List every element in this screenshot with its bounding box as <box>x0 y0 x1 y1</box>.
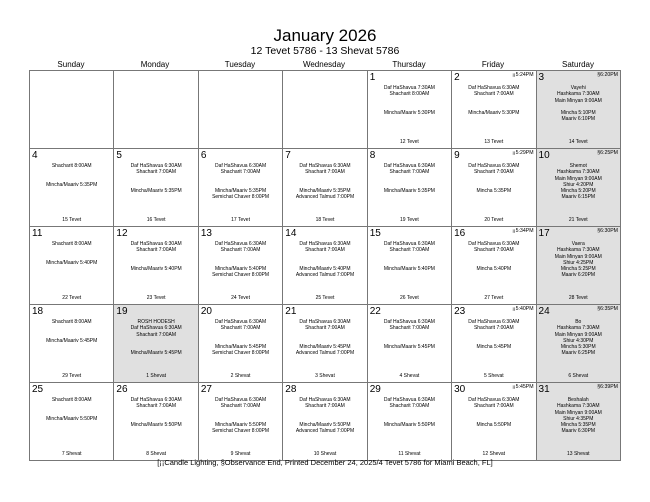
event-line: Shacharit 7:00AM <box>136 247 176 254</box>
candle-time-label: §6:39PM <box>597 384 618 390</box>
event-line: Mincha/Maariv 5:40PM <box>214 266 267 273</box>
weekday-header-thursday: Thursday <box>392 60 426 69</box>
day-cell[interactable] <box>536 305 620 383</box>
empty-day-cell <box>114 71 198 149</box>
event-line: Shacharit 7:00AM <box>389 247 430 254</box>
day-number: 15 <box>369 228 381 239</box>
candle-time-label: ¡¡5:45PM <box>512 384 534 390</box>
weekday-header-monday: Monday <box>140 60 170 69</box>
event-list <box>368 241 451 272</box>
event-line: Shemot <box>569 163 587 169</box>
event-list <box>114 163 197 194</box>
event-line: Mincha/Maariv 5:35PM <box>46 181 98 188</box>
calendar-title: January 2026 <box>273 26 377 45</box>
event-line: Mincha/Maariv 5:50PM <box>214 422 267 429</box>
event-line: Maariv 6:15PM <box>561 194 596 201</box>
candle-time-label: ¡¡5:40PM <box>512 306 534 312</box>
event-line: Bo <box>575 319 582 325</box>
event-list <box>114 319 197 357</box>
event-line: Shacharit 8:00AM <box>51 241 92 247</box>
event-line: Daf HaShavua 6:30AM <box>468 241 520 247</box>
event-line: Shiur 4:25PM <box>563 259 594 266</box>
hebrew-date: 17 Tevet <box>231 217 250 223</box>
hebrew-date: 27 Tevet <box>484 295 504 301</box>
event-line: Shacharit 7:00AM <box>305 169 345 176</box>
event-line: Mincha 5:50PM <box>476 422 512 429</box>
event-line: Mincha/Maariv 5:35PM <box>299 188 351 195</box>
event-line: Daf HaShavua 6:30AM <box>299 163 351 169</box>
event-line: Mincha/Maariv 5:45PM <box>130 350 182 357</box>
day-cell[interactable] <box>114 227 198 305</box>
day-cell[interactable] <box>198 383 282 461</box>
event-list <box>199 319 282 357</box>
hebrew-date: 13 Tevet <box>484 139 504 145</box>
hebrew-date: 8 Shevat <box>146 451 166 457</box>
event-line: Daf HaShavua 6:30AM <box>383 319 435 325</box>
event-line: Shacharit 7:00AM <box>473 169 514 176</box>
hebrew-date-range: 12 Tevet 5786 - 13 Shevat 5786 <box>250 45 400 57</box>
hebrew-date: 24 Tevet <box>231 295 250 301</box>
event-line: Vaera <box>571 241 585 247</box>
candle-time-label: ¡¡5:29PM <box>512 150 534 156</box>
event-list <box>452 319 535 350</box>
event-line: Daf HaShavua 6:30AM <box>383 241 435 247</box>
event-line: Shacharit 7:00AM <box>473 247 514 254</box>
hebrew-date: 21 Tevet <box>568 217 588 223</box>
event-list <box>368 397 451 428</box>
event-line: Maariv 6:10PM <box>561 116 596 123</box>
event-line: Shacharit 7:00AM <box>305 247 345 254</box>
event-line: Mincha 5:40PM <box>476 266 512 273</box>
hebrew-date: 10 Shevat <box>313 451 337 457</box>
event-line: Mincha/Maariv 5:30PM <box>383 110 435 117</box>
event-line: Mincha 5:45PM <box>476 344 512 351</box>
day-cell[interactable] <box>30 305 114 383</box>
day-number: 16 <box>454 228 466 239</box>
event-line: Main Minyan 9:00AM <box>554 409 602 416</box>
week-row <box>30 227 621 305</box>
hebrew-date: 18 Tevet <box>315 217 335 223</box>
day-cell[interactable] <box>30 227 114 305</box>
event-line: Hashkama 7:30AM <box>557 247 600 254</box>
legend-footer: [¡¡Candle Lighting, §Observance End, Printed December 24, 2025/4 Tevet 5786 for Miami Beach, FL] <box>157 458 493 467</box>
hebrew-date: 11 Shevat <box>398 451 421 457</box>
event-list <box>283 319 366 357</box>
event-line: Semichat Chaver 8:00PM <box>212 350 270 357</box>
event-list <box>114 397 197 428</box>
event-list <box>30 163 113 188</box>
hebrew-date: 3 Shevat <box>315 373 335 379</box>
event-line: Shacharit 8:00AM <box>389 91 430 98</box>
event-line: Shacharit 7:00AM <box>389 325 430 332</box>
event-line: Shiur 4:30PM <box>563 337 594 344</box>
hebrew-date: 20 Tevet <box>484 217 504 223</box>
event-line: Shacharit 7:00AM <box>473 91 514 98</box>
day-cell[interactable] <box>198 227 282 305</box>
event-line: Semichat Chaver 8:00PM <box>212 272 270 279</box>
event-list <box>368 163 451 194</box>
day-cell[interactable] <box>30 149 114 227</box>
day-number: 5 <box>116 150 122 161</box>
day-number: 24 <box>538 306 550 317</box>
event-list <box>283 397 366 435</box>
event-line: Beshalah <box>567 397 589 403</box>
day-number: 6 <box>200 150 207 161</box>
event-line: Daf HaShavua 6:30AM <box>299 397 351 403</box>
day-number: 7 <box>285 150 291 161</box>
day-number: 23 <box>454 306 466 317</box>
event-line: Mincha/Maariv 5:40PM <box>130 266 182 273</box>
event-list <box>199 241 282 279</box>
hebrew-date: 16 Tevet <box>146 217 166 223</box>
event-list <box>537 241 620 279</box>
day-cell[interactable] <box>114 305 198 383</box>
event-list <box>537 397 620 435</box>
weekday-header-saturday: Saturday <box>561 60 595 69</box>
event-list <box>30 397 113 422</box>
day-cell[interactable] <box>452 71 536 149</box>
event-list <box>114 241 197 272</box>
day-number: 27 <box>200 384 212 395</box>
event-line: Shiur 4:20PM <box>563 181 594 188</box>
event-line: Mincha/Maariv 5:35PM <box>214 188 267 195</box>
event-line: Main Minyan 9:00AM <box>554 253 602 260</box>
event-line: Mincha/Maariv 5:45PM <box>214 344 267 351</box>
day-number: 14 <box>285 228 297 239</box>
hebrew-date: 22 Tevet <box>62 295 82 301</box>
event-line: Mincha/Maariv 5:45PM <box>46 337 98 344</box>
event-line: Shacharit 7:00AM <box>473 403 514 410</box>
event-line: Mincha/Maariv 5:50PM <box>46 415 98 422</box>
event-line: Advanced Talmud 7:00PM <box>295 350 355 357</box>
empty-day-cell <box>283 71 367 149</box>
event-line: Shacharit 7:00AM <box>136 169 176 176</box>
day-cell[interactable] <box>283 149 367 227</box>
event-line: Daf HaShavua 6:30AM <box>468 85 520 91</box>
candle-time-label: ¡¡5:34PM <box>512 228 534 234</box>
hebrew-date: 15 Tevet <box>62 217 82 223</box>
event-line: Mincha/Maariv 5:30PM <box>468 110 520 117</box>
day-cell[interactable] <box>536 149 620 227</box>
event-line: Mincha 5:25PM <box>560 266 596 273</box>
day-cell[interactable] <box>536 227 620 305</box>
event-line: Daf HaShavua 6:30AM <box>214 397 267 403</box>
day-cell[interactable] <box>536 383 620 461</box>
hebrew-date: 19 Tevet <box>399 217 419 223</box>
event-line: Main Minyan 9:00AM <box>554 97 602 104</box>
event-line: Advanced Talmud 7:00PM <box>295 428 355 435</box>
day-cell[interactable] <box>367 305 451 383</box>
event-line: Maariv 6:25PM <box>561 350 596 357</box>
day-number: 17 <box>538 228 550 239</box>
event-line: Mincha/Maariv 5:50PM <box>299 422 351 429</box>
day-cell[interactable] <box>114 383 198 461</box>
empty-day-cell <box>198 71 282 149</box>
event-line: Daf HaShavua 6:30AM <box>130 163 182 169</box>
candle-time-label: §6:30PM <box>597 228 618 234</box>
day-cell[interactable] <box>536 71 620 149</box>
day-number: 12 <box>116 228 128 239</box>
event-line: Mincha 5:10PM <box>560 110 596 117</box>
event-line: Shacharit 7:00AM <box>136 403 176 410</box>
event-line: Shacharit 8:00AM <box>51 397 92 403</box>
event-line: Shacharit 7:00AM <box>389 169 430 176</box>
day-cell[interactable] <box>114 149 198 227</box>
weekday-header-sunday: Sunday <box>57 60 85 69</box>
event-list <box>537 319 620 357</box>
day-cell[interactable] <box>283 383 367 461</box>
event-line: Advanced Talmud 7:00PM <box>295 272 355 279</box>
week-row <box>30 305 621 383</box>
hebrew-date: 25 Tevet <box>315 295 335 301</box>
event-line: Shacharit 7:00AM <box>389 403 430 410</box>
day-number: 20 <box>200 306 212 317</box>
event-line: Advanced Talmud 7:00PM <box>295 194 355 201</box>
hebrew-date: 2 Shevat <box>230 373 251 379</box>
day-cell[interactable] <box>283 305 367 383</box>
candle-time-label: §6:25PM <box>597 150 618 156</box>
month-grid <box>29 70 621 461</box>
event-line: Mincha/Maariv 5:40PM <box>383 266 435 273</box>
event-line: Daf HaShavua 6:30AM <box>214 163 267 169</box>
day-cell[interactable] <box>283 227 367 305</box>
day-number: 9 <box>454 150 460 161</box>
event-line: Shacharit 7:00AM <box>220 325 261 332</box>
event-line: Main Minyan 9:00AM <box>554 331 602 338</box>
event-line: ROSH HODESH <box>137 319 175 325</box>
event-line: Shiur 4:35PM <box>563 415 594 422</box>
event-line: Mincha/Maariv 5:35PM <box>130 188 182 195</box>
day-number: 25 <box>32 384 44 395</box>
day-cell[interactable] <box>367 383 451 461</box>
day-number: 10 <box>538 150 550 161</box>
event-line: Daf HaShavua 6:30AM <box>468 163 520 169</box>
event-line: Mincha/Maariv 5:50PM <box>383 422 435 429</box>
event-line: Main Minyan 9:00AM <box>554 175 602 182</box>
event-line: Shacharit 7:00AM <box>305 403 345 410</box>
day-cell[interactable] <box>30 383 114 461</box>
event-line: Daf HaShavua 6:30AM <box>468 397 520 403</box>
hebrew-date: 4 Shevat <box>399 373 420 379</box>
event-line: Daf HaShavua 6:30AM <box>130 241 182 247</box>
day-cell[interactable] <box>367 71 451 149</box>
day-cell[interactable] <box>452 383 536 461</box>
day-number: 21 <box>285 306 297 317</box>
event-line: Shacharit 7:00AM <box>220 403 261 410</box>
event-line: Mincha 5:35PM <box>476 188 512 195</box>
day-number: 19 <box>116 306 128 317</box>
hebrew-date: 26 Tevet <box>399 295 419 301</box>
event-list <box>537 85 620 123</box>
day-cell[interactable] <box>367 149 451 227</box>
hebrew-date: 13 Shevat <box>567 451 590 457</box>
day-number: 26 <box>116 384 128 395</box>
weekday-header-wednesday: Wednesday <box>302 60 346 69</box>
hebrew-date: 5 Shevat <box>483 373 504 379</box>
event-line: Shacharit 8:00AM <box>51 163 92 169</box>
day-cell[interactable] <box>198 305 282 383</box>
hebrew-date: 23 Tevet <box>146 295 166 301</box>
event-list <box>283 163 366 201</box>
hebrew-date: 12 Tevet <box>399 139 419 145</box>
day-number: 4 <box>32 150 38 161</box>
hebrew-date: 29 Tevet <box>62 373 82 379</box>
day-cell[interactable] <box>198 149 282 227</box>
event-list <box>452 397 535 428</box>
day-cell[interactable] <box>452 227 536 305</box>
event-line: Daf HaShavua 6:30AM <box>299 241 351 247</box>
event-line: Semichat Chaver 8:00PM <box>212 428 270 435</box>
weekday-header-friday: Friday <box>481 60 505 69</box>
event-line: Daf HaShavua 6:30AM <box>130 397 182 403</box>
event-line: Mincha 5:35PM <box>560 422 596 429</box>
day-cell[interactable] <box>452 149 536 227</box>
event-line: Hashkama 7:30AM <box>557 325 600 332</box>
event-line: Shacharit 7:00AM <box>305 325 345 332</box>
event-line: Daf HaShavua 7:30AM <box>383 85 435 91</box>
day-number: 31 <box>538 384 550 395</box>
event-list <box>452 85 535 116</box>
candle-time-label: §6:20PM <box>597 72 618 78</box>
event-line: Daf HaShavua 6:30AM <box>214 319 267 325</box>
event-line: Mincha/Maariv 5:35PM <box>383 188 435 195</box>
event-line: Shacharit 7:00AM <box>136 331 176 338</box>
event-line: Mincha 5:30PM <box>560 344 596 351</box>
day-number: 3 <box>538 72 545 83</box>
event-line: Daf HaShavua 6:30AM <box>130 325 182 332</box>
day-number: 8 <box>369 150 376 161</box>
event-line: Semichat Chaver 8:00PM <box>212 194 270 201</box>
candle-time-label: ¡¡5:24PM <box>512 72 534 78</box>
weekday-header-tuesday: Tuesday <box>224 60 256 69</box>
event-line: Daf HaShavua 6:30AM <box>383 397 435 403</box>
event-line: Maariv 6:30PM <box>561 428 596 435</box>
day-number: 1 <box>369 72 376 83</box>
event-list <box>30 241 113 266</box>
event-line: Daf HaShavua 6:30AM <box>299 319 351 325</box>
week-row <box>30 149 621 227</box>
event-line: Mincha/Maariv 5:40PM <box>46 259 98 266</box>
event-list <box>30 319 113 344</box>
day-number: 22 <box>369 306 381 317</box>
event-line: Mincha/Maariv 5:50PM <box>130 422 182 429</box>
event-line: Hashkama 7:30AM <box>557 403 600 410</box>
day-number: 18 <box>32 306 44 317</box>
event-line: Daf HaShavua 6:30AM <box>383 163 435 169</box>
event-list <box>199 163 282 201</box>
event-list <box>283 241 366 279</box>
event-list <box>452 163 535 194</box>
event-line: Shacharit 7:00AM <box>473 325 514 332</box>
hebrew-date: 1 Shevat <box>146 373 166 379</box>
hebrew-date: 9 Shevat <box>230 451 251 457</box>
event-line: Mincha/Maariv 5:40PM <box>299 266 351 273</box>
hebrew-date: 6 Shevat <box>568 373 589 379</box>
event-line: Vayehi <box>570 85 586 91</box>
day-number: 11 <box>32 228 43 239</box>
event-line: Mincha 5:20PM <box>560 188 596 195</box>
event-line: Maariv 6:20PM <box>561 272 596 279</box>
event-list <box>368 85 451 116</box>
day-cell[interactable] <box>367 227 451 305</box>
day-number: 29 <box>369 384 381 395</box>
week-row <box>30 383 621 461</box>
day-number: 2 <box>454 72 460 83</box>
candle-time-label: §6:35PM <box>597 306 618 312</box>
event-line: Mincha/Maariv 5:45PM <box>299 344 351 351</box>
event-line: Shacharit 8:00AM <box>51 319 92 325</box>
day-number: 13 <box>200 228 212 239</box>
event-line: Daf HaShavua 6:30AM <box>214 241 267 247</box>
hebrew-date: 28 Tevet <box>568 295 588 301</box>
week-row <box>30 71 621 149</box>
day-number: 28 <box>285 384 297 395</box>
hebrew-date: 7 Shevat <box>61 451 82 457</box>
event-list <box>199 397 282 435</box>
event-list <box>537 163 620 201</box>
event-line: Hashkama 7:30AM <box>557 91 600 98</box>
event-line: Mincha/Maariv 5:45PM <box>383 344 435 351</box>
day-number: 30 <box>454 384 466 395</box>
hebrew-date: 12 Shevat <box>482 451 506 457</box>
event-line: Daf HaShavua 6:30AM <box>468 319 520 325</box>
day-cell[interactable] <box>452 305 536 383</box>
empty-day-cell <box>30 71 114 149</box>
event-line: Shacharit 7:00AM <box>220 247 261 254</box>
event-line: Shacharit 7:00AM <box>220 169 261 176</box>
event-list <box>452 241 535 272</box>
event-line: Hashkama 7:30AM <box>557 169 600 176</box>
event-list <box>368 319 451 350</box>
hebrew-date: 14 Tevet <box>568 139 588 145</box>
